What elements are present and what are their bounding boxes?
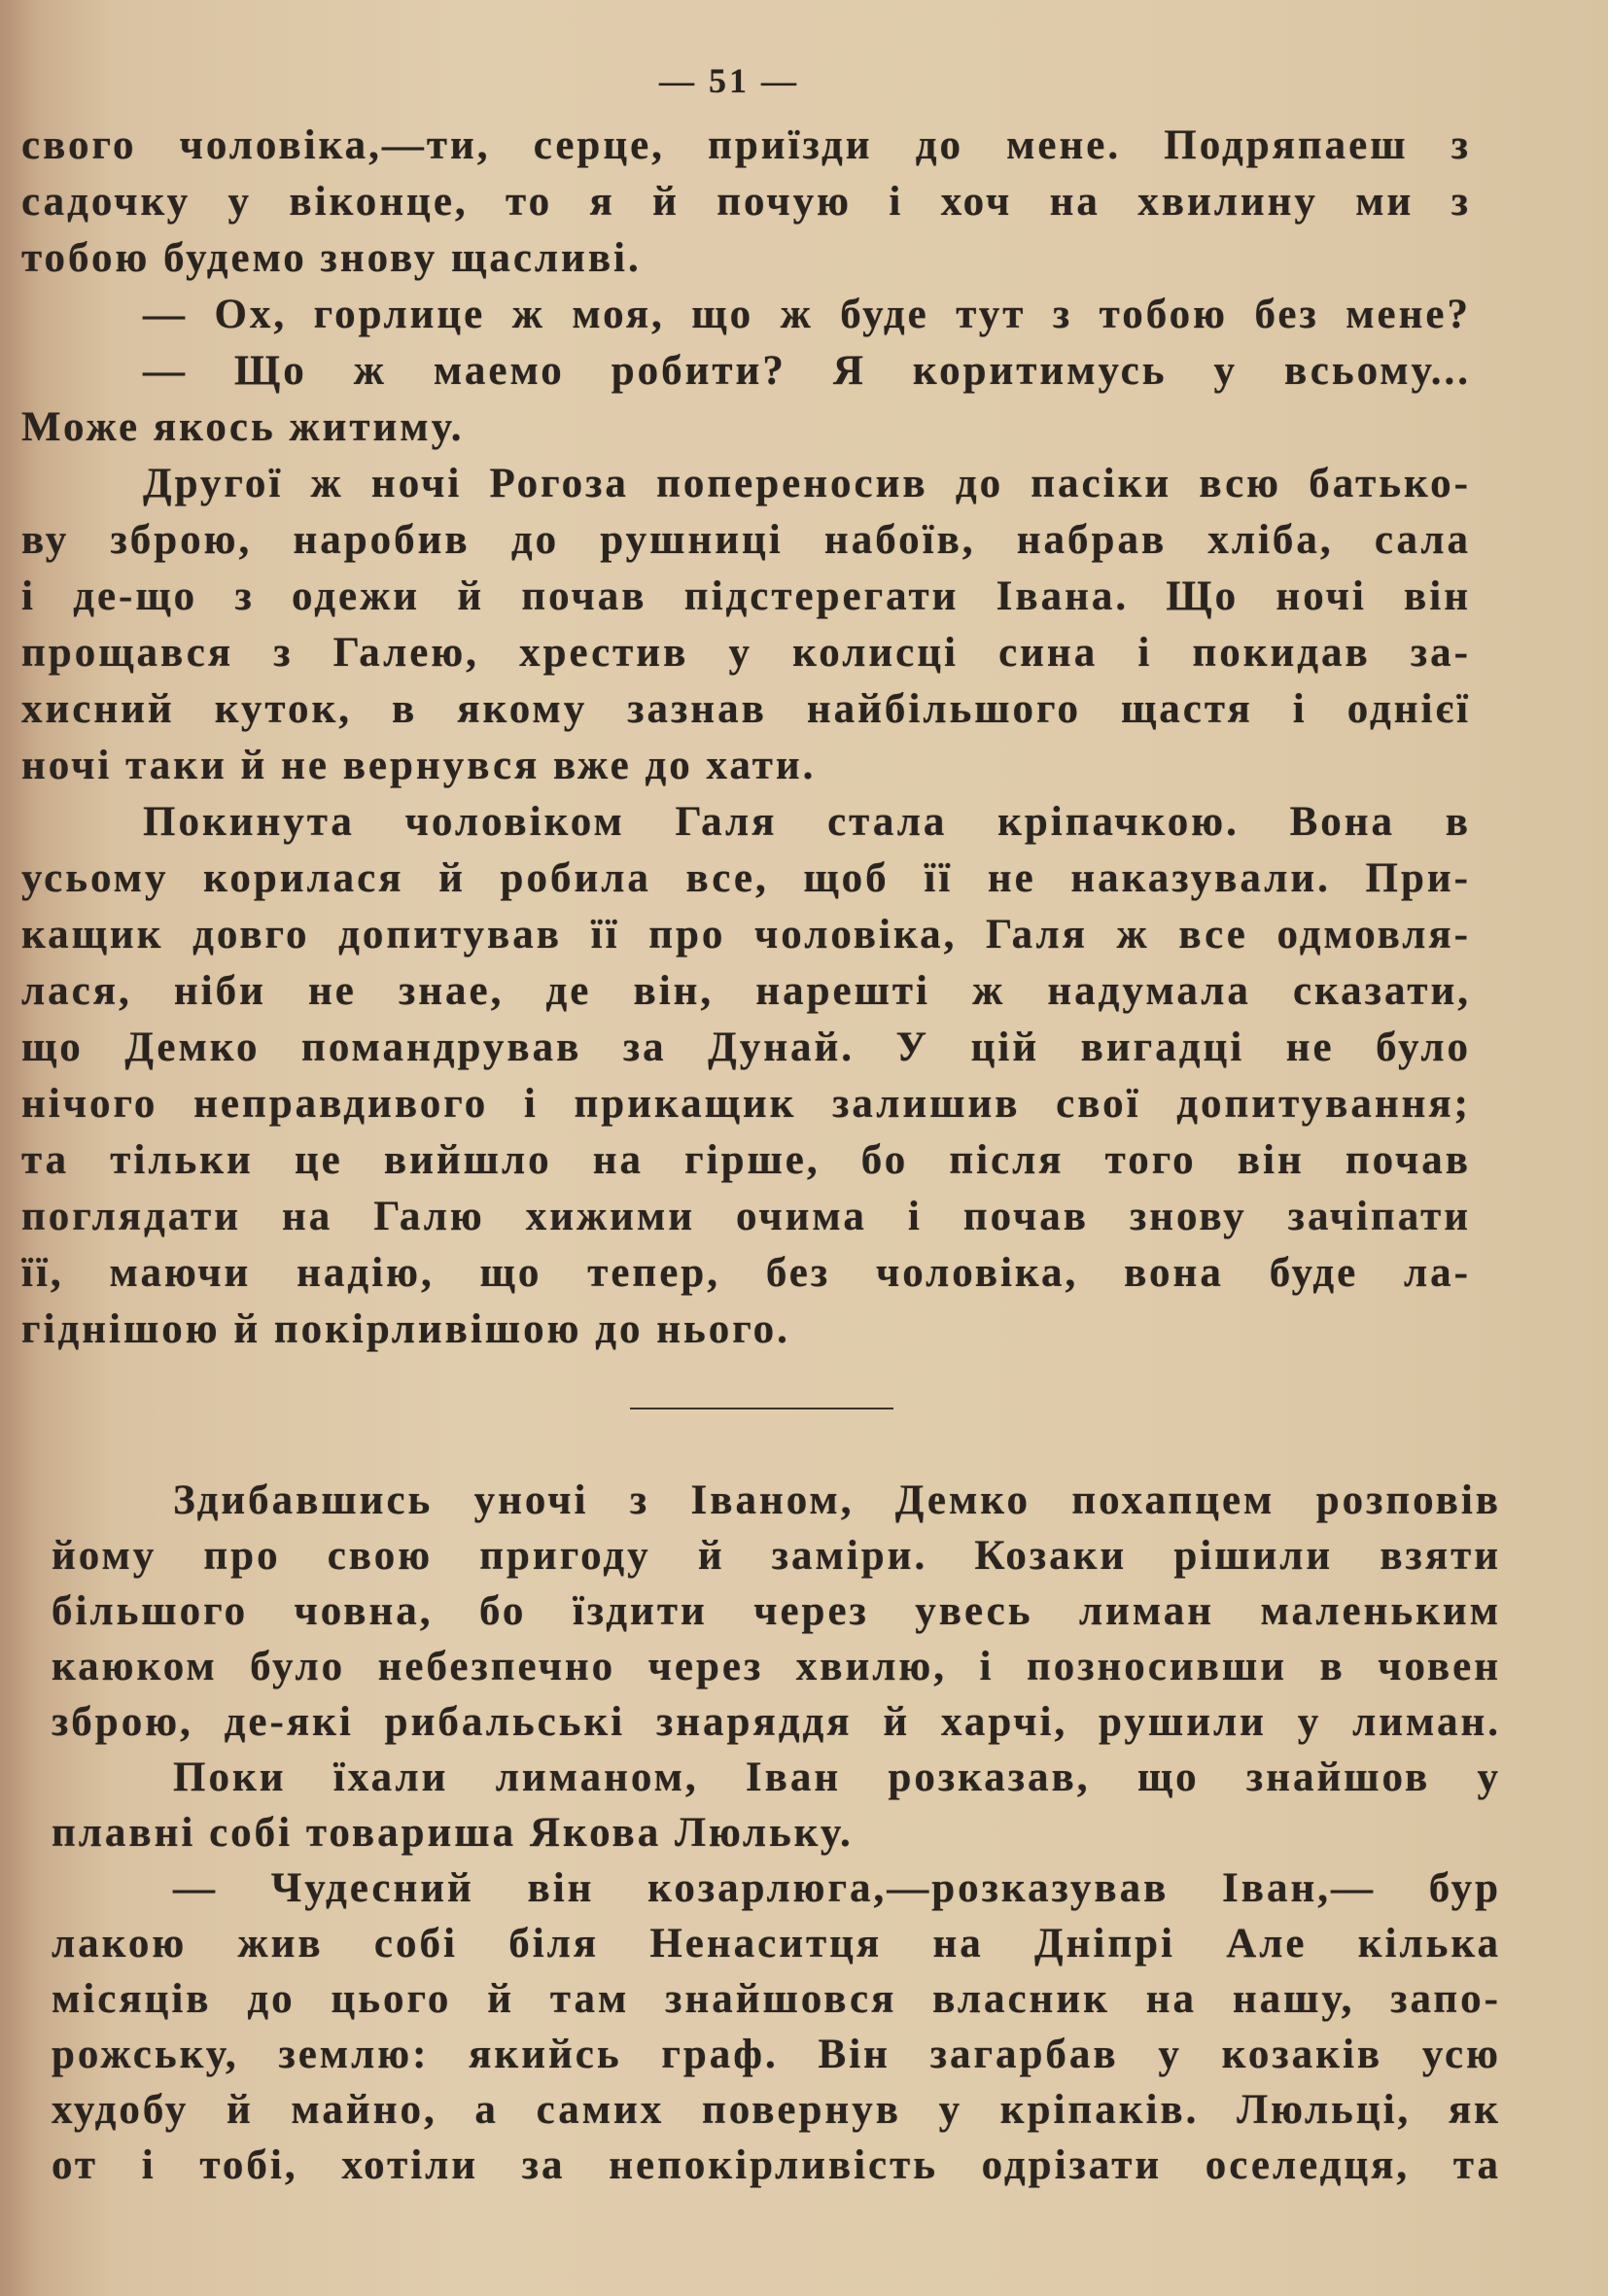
text-line: її, маючи надію, що тепер, без чоловіка, вона буде ла-	[21, 1250, 1471, 1296]
paragraph	[52, 1473, 1501, 1750]
text-line: тобою будемо знову щасливі.	[21, 235, 642, 281]
page-number: — 51 —	[659, 61, 799, 100]
text-line: — Ох, горлице ж моя, що ж буде тут з тобою без мене?	[143, 292, 1471, 337]
paragraph	[21, 287, 1471, 343]
text-line: поглядати на Галю хижими очима і почав знову зачіпати	[21, 1194, 1471, 1239]
paragraph	[21, 343, 1471, 456]
text-line: Другої ж ночі Рогоза попереносив до пасіки всю батько-	[143, 461, 1471, 506]
text-line: — Що ж маемо робити? Я коритимусь у всьому...	[143, 348, 1471, 394]
text-section	[21, 118, 1471, 1358]
text-line: лася, ніби не знае, де він, нарешті ж надумала сказати,	[21, 968, 1471, 1014]
text-line: гіднішою й покірливішою до нього.	[21, 1306, 790, 1352]
text-line: нічого неправдивого і прикащик залишив свої допитування;	[21, 1081, 1471, 1127]
text-line: рожську, землю: якийсь граф. Він загарбав у козаків усю	[52, 2032, 1501, 2077]
text-line: Може якось житиму.	[21, 404, 465, 450]
text-line: ву зброю, наробив до рушниці набоїв, набрав хліба, сала	[21, 517, 1471, 563]
text-line: та тільки це вийшло на гірше, бо після того він почав	[21, 1137, 1471, 1183]
section-divider	[630, 1408, 893, 1409]
paragraph	[21, 794, 1471, 1358]
text-line: кащик довго допитував її про чоловіка, Галя ж все одмовля-	[21, 912, 1471, 957]
text-line: от і тобі, хотіли за непокірливість одрізати оселедця, та	[52, 2142, 1501, 2188]
text-line: прощався з Галею, хрестив у колисці сина і покидав за-	[21, 630, 1471, 676]
paragraph	[52, 1861, 1501, 2193]
paragraph	[21, 118, 1471, 287]
text-line: каюком було небезпечно через хвилю, і позносивши в човен	[52, 1644, 1501, 1689]
text-line: зброю, де-які рибальські знаряддя й харчі, рушили у лиман.	[52, 1699, 1501, 1745]
text-line: ночі таки й не вернувся вже до хати.	[21, 743, 817, 788]
text-line: хисний куток, в якому зазнав найбільшого щастя і однієї	[21, 686, 1471, 732]
text-line: плавні собі товариша Якова Люльку.	[52, 1810, 854, 1856]
text-line: що Демко помандрував за Дунай. У цій вигадці не було	[21, 1025, 1471, 1070]
text-line: усьому корилася й робила все, щоб її не наказували. При-	[21, 855, 1471, 901]
paragraph	[52, 1750, 1501, 1861]
text-line: садочку у віконце, то я й почую і хоч на хвилину ми з	[21, 179, 1471, 225]
text-line: Покинута чоловіком Галя стала кріпачкою. Вона в	[143, 799, 1471, 845]
paragraph	[21, 456, 1471, 794]
text-line: — Чудесний він козарлюга,—розказував Іван,— бур	[173, 1865, 1501, 1911]
text-line: Здибавшись уночі з Іваном, Демко похапцем розповів	[173, 1478, 1501, 1523]
text-line: місяців до цього й там знайшовся власник на нашу, запо-	[52, 1976, 1501, 2022]
text-line: більшого човна, бо їздити через увесь лиман маленьким	[52, 1588, 1501, 1634]
text-line: і де-що з одежи й почав підстерегати Івана. Що ночі він	[21, 574, 1471, 619]
text-line: лакою жив собі біля Ненаситця на Дніпрі Але кілька	[52, 1921, 1501, 1966]
text-line: худобу й майно, а самих повернув у кріпаків. Люльці, як	[52, 2087, 1501, 2133]
text-line: свого чоловіка,—ти, серце, приїзди до мене. Подряпаеш з	[21, 122, 1471, 168]
text-line: йому про свою пригоду й заміри. Козаки рішили взяти	[52, 1533, 1501, 1579]
text-line: Поки їхали лиманом, Іван розказав, що знайшов у	[173, 1755, 1501, 1800]
text-section	[52, 1473, 1501, 2193]
